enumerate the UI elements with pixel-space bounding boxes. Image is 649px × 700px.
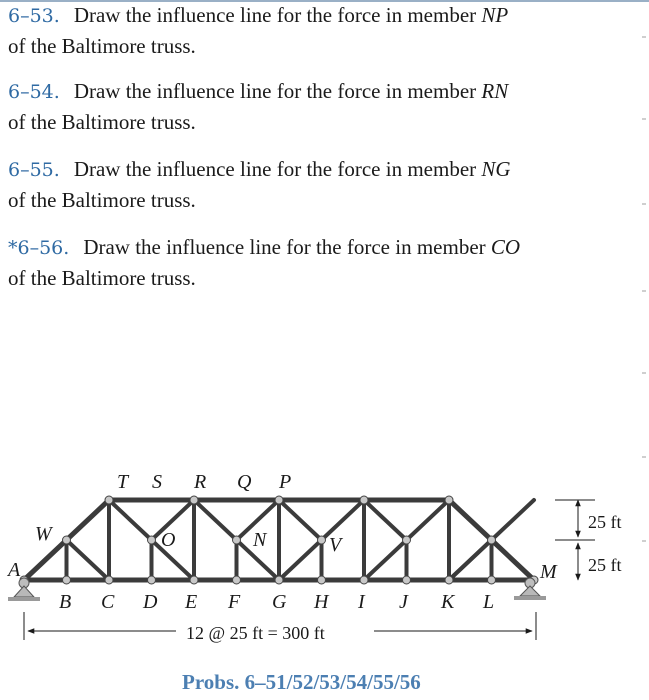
truss-member (67, 540, 110, 580)
joint-label-k: K (441, 591, 455, 613)
problem-text-cont: of the Baltimore truss. (8, 110, 196, 134)
problem-text-cont: of the Baltimore truss. (8, 34, 196, 58)
problem-text: Draw the influence line for the force in member (83, 235, 491, 259)
joint-label-q: Q (237, 471, 252, 493)
joint-label-v: V (329, 534, 342, 556)
member-name: CO (490, 235, 521, 259)
joint-label-i: I (358, 591, 365, 613)
truss-member (492, 500, 535, 540)
truss-joint (63, 536, 71, 544)
problem-number: 6–54. (8, 81, 60, 103)
joint-label-h: H (314, 591, 329, 613)
problem-number: 6–53. (8, 5, 60, 27)
problem-text: Draw the influence line for the force in member (73, 3, 482, 27)
truss-member (449, 500, 492, 540)
member-name: RN (481, 79, 509, 103)
joint-label-s: S (152, 471, 162, 493)
problem-text-cont: of the Baltimore truss. (8, 266, 196, 290)
truss-member (109, 500, 152, 540)
truss-joint (148, 576, 156, 584)
truss-members (24, 500, 534, 580)
truss-joint (403, 576, 411, 584)
joint-label-w: W (35, 523, 52, 545)
problem-text: Draw the influence line for the force in member (73, 157, 482, 181)
truss-member (364, 540, 407, 580)
truss-joint (403, 536, 411, 544)
truss-joint (318, 536, 326, 544)
truss-joint (445, 576, 453, 584)
problem-number: *6–56. (8, 237, 70, 259)
truss-joint (275, 496, 283, 504)
joint-label-p: P (279, 471, 292, 493)
truss-joint (360, 576, 368, 584)
joint-label-a: A (8, 559, 21, 581)
truss-member (279, 500, 322, 540)
joint-label-g: G (272, 591, 287, 613)
member-name: NG (481, 157, 511, 181)
joint-label-f: F (228, 591, 241, 613)
problem-text-cont: of the Baltimore truss. (8, 188, 196, 212)
joint-label-e: E (185, 591, 198, 613)
joint-label-n: N (253, 529, 267, 551)
problem-number: 6–55. (8, 159, 60, 181)
truss-member (24, 540, 67, 580)
truss-joint (445, 496, 453, 504)
truss-member (492, 540, 535, 580)
truss-joint (190, 576, 198, 584)
truss-joint (148, 536, 156, 544)
height-label-lower: 25 ft (588, 555, 622, 575)
joint-label-c: C (101, 591, 115, 613)
joint-label-l: L (483, 591, 495, 613)
span-label: 12 @ 25 ft = 300 ft (186, 623, 325, 643)
truss-member (322, 500, 365, 540)
joint-label-o: O (161, 529, 176, 551)
joint-label-r: R (194, 471, 207, 493)
height-label-upper: 25 ft (588, 512, 622, 532)
truss-joint (233, 536, 241, 544)
joint-label-t: T (117, 471, 129, 493)
truss-joint (105, 576, 113, 584)
truss-member (279, 540, 322, 580)
truss-joint (488, 536, 496, 544)
joint-label-m: M (540, 561, 557, 583)
truss-joint (488, 576, 496, 584)
truss-joint (318, 576, 326, 584)
truss-joint (63, 576, 71, 584)
figure-caption: Probs. 6–51/52/53/54/55/56 (182, 670, 421, 694)
problem-text: Draw the influence line for the force in member (73, 79, 482, 103)
truss-joint (105, 496, 113, 504)
member-name: NP (481, 3, 509, 27)
truss-joint (360, 496, 368, 504)
truss-member (364, 500, 407, 540)
joint-label-j: J (399, 591, 408, 613)
truss-member (449, 540, 492, 580)
truss-joint (233, 576, 241, 584)
truss-joint (275, 576, 283, 584)
joint-label-d: D (143, 591, 158, 613)
truss-member (407, 500, 450, 540)
truss-joint (190, 496, 198, 504)
truss-member (194, 500, 237, 540)
joint-label-b: B (59, 591, 72, 613)
